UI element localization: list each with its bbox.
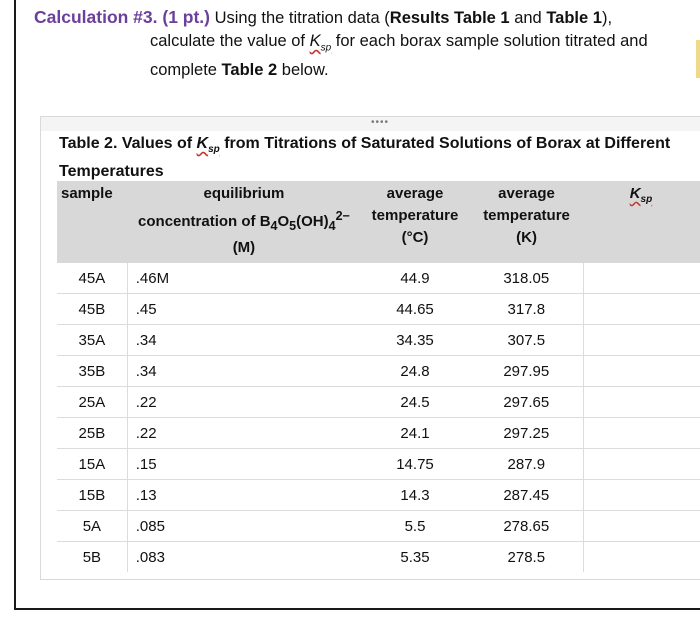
cell-concentration: .085 [127,511,360,542]
cell-ksp[interactable] [584,511,700,542]
cell-concentration: .083 [127,542,360,573]
margin-accent-bar [696,40,700,78]
cell-sample: 5A [57,511,127,542]
cell-avg-temp-c: 14.3 [361,480,470,511]
header-avg-temp-k: average temperature (K) [469,181,583,263]
cell-sample: 25A [57,387,127,418]
table-row [57,325,700,356]
cell-avg-temp-k: 318.05 [503,269,550,287]
cell-sample: 15A [57,449,127,480]
table-header-row [57,181,700,263]
table-row [57,542,700,573]
question-line3: complete Table 2 below. [150,61,329,80]
cell-concentration: .34 [127,356,360,387]
table-row [57,356,700,387]
cell-avg-temp-c: 24.1 [361,418,470,449]
header-avg-temp-c: average temperature (°C) [361,181,470,263]
header-concentration: equilibrium concentration of $B_4O_5(OH)_4^{2-}$ (M) [127,181,360,263]
cell-concentration: .22 [127,387,360,418]
header-ksp: $K_{sp}$ [584,181,700,263]
cell-concentration: .15 [127,449,360,480]
drag-handle-dots: •••• [371,117,390,128]
table-caption: Table 2. Values of $K_{sp}$ from Titrations of Saturated Solutions of Borax at Different Temperatures [59,135,671,181]
table-row [57,387,700,418]
cell-ksp[interactable] [584,325,700,356]
cell-avg-temp-k: 297.95 [469,356,583,387]
cell-avg-temp-k: 297.65 [469,387,583,418]
cell-avg-temp-c: 5.35 [361,542,470,573]
cell-sample: 35B [57,356,127,387]
cell-avg-temp-k: 287.45 [469,480,583,511]
ksp-table [57,181,700,572]
cell-avg-temp-c: 44.9 [400,269,430,287]
table-row [57,449,700,480]
cell-avg-temp-k: 278.5 [469,542,583,573]
caption-ksp-symbol: $K_{sp}$ [196,135,220,156]
table-row [57,263,700,294]
cell-concentration: .34 [127,325,360,356]
cell-ksp[interactable] [584,480,700,511]
cell-avg-temp-c: 5.5 [361,511,470,542]
header-sample: sample [57,181,127,263]
cell-avg-temp-c: 24.8 [361,356,470,387]
cell-concentration: .45 [127,294,360,325]
table-row [57,418,700,449]
question-text [34,6,694,82]
cell-avg-temp-c: 24.5 [361,387,470,418]
cell-ksp[interactable] [584,542,700,573]
cell-sample: 15B [57,480,127,511]
cell-avg-temp-k: 317.8 [469,294,583,325]
cell-ksp[interactable] [584,356,700,387]
cell-sample: 5B [57,542,127,573]
cell-avg-temp-k: 297.25 [469,418,583,449]
cell-ksp[interactable] [584,449,700,480]
table-row [57,294,700,325]
embedded-document [40,116,700,580]
table-body [57,263,700,572]
cell-avg-temp-c: 34.35 [361,325,470,356]
cell-sample: 45B [57,294,127,325]
question-heading: Calculation #3. (1 pt.) [34,7,210,27]
cell-concentration: .22 [127,418,360,449]
question-line2: calculate the value of $K_{sp}$ for each borax sample solution titrated and [150,32,648,54]
table-row [57,480,700,511]
document-top-strip [41,117,700,131]
cell-sample: 25B [57,418,127,449]
cell-concentration: .13 [127,480,360,511]
cell-concentration: .46M [135,269,170,287]
cell-ksp[interactable] [584,263,700,294]
ksp-symbol: $K_{sp}$ [309,32,332,54]
cell-sample: 35A [57,325,127,356]
question-line1-text: Using the titration data (Results Table 1 and Table 1), [214,9,613,27]
cell-avg-temp-c: 44.65 [361,294,470,325]
cell-ksp[interactable] [584,294,700,325]
table-row [57,511,700,542]
cell-sample: 45A [57,263,127,294]
cell-avg-temp-k: 307.5 [469,325,583,356]
cell-avg-temp-k: 278.65 [469,511,583,542]
cell-ksp[interactable] [584,418,700,449]
cell-avg-temp-c: 14.75 [361,449,470,480]
cell-avg-temp-k: 287.9 [469,449,583,480]
cell-ksp[interactable] [584,387,700,418]
